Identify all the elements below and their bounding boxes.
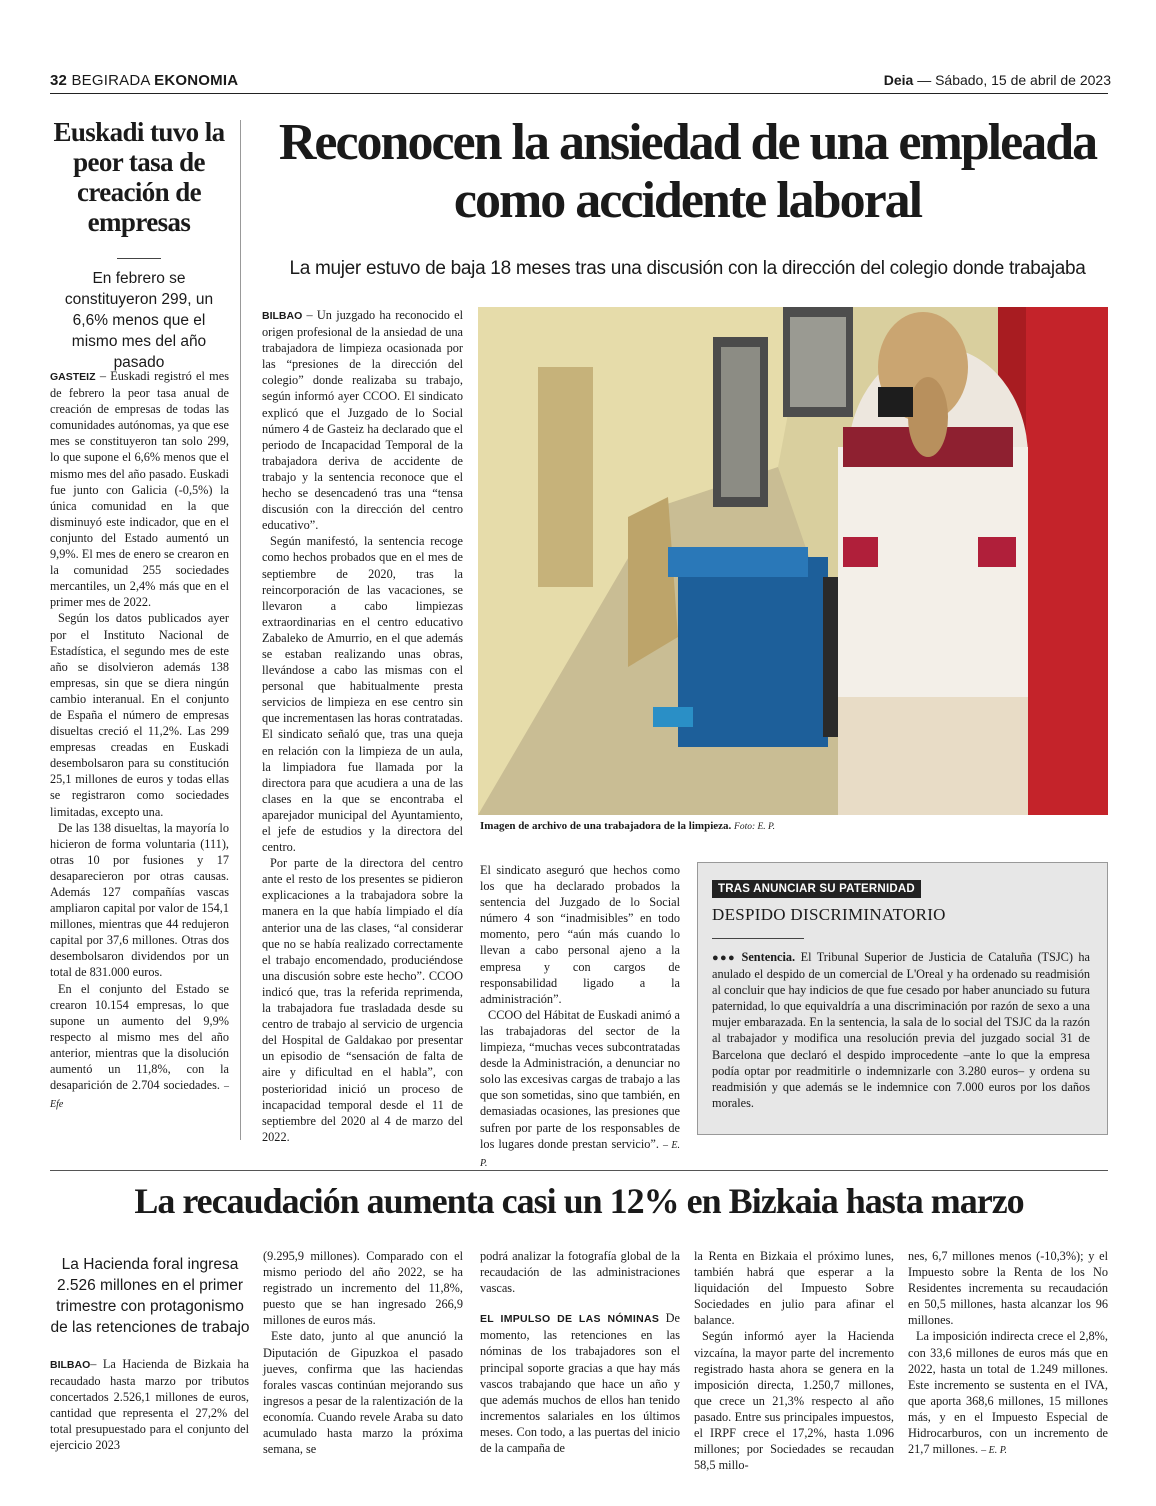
bullet-dots-icon: ●●● (712, 952, 737, 964)
bottom-paragraph: La imposición indirecta crece el 2,8%, con 33,6 millones de euros más que en 2022, hasta un total de 1.249 millones. Este incremento se sustenta en el IVA, que aporta 368,6 millones, 15 millones más, y en el Impuesto Especial de Hidrocarburos, con un incremento de 21,7 millones. – E. P. (908, 1329, 1108, 1457)
section-name: BEGIRADA (71, 72, 150, 89)
page-header-left (50, 72, 238, 89)
bottom-column-1: BILBAO– La Hacienda de Bizkaia ha recaudado hasta marzo por tributos concertados 2.526,1 millones de euros, cantidad que representa el 27,2% del total presupuestado para el conjunto del ejercicio 2023 (50, 1357, 249, 1453)
side-article-title: Euskadi tuvo la peor tasa de creación de empresas (53, 117, 225, 237)
box-bold-lead: Sentencia. (741, 950, 796, 964)
dateline: BILBAO (262, 310, 303, 322)
subsection-name: EKONOMIA (154, 72, 239, 89)
dateline: GASTEIZ (50, 371, 96, 383)
main-paragraph: BILBAO – Un juzgado ha reconocido el origen profesional de la ansiedad de una trabajadora de limpieza ocasionada por las “presiones de la dirección del colegio” donde realizaba su trabajo, según informó ayer CCOO. El sindicato explicó que el Juzgado de lo Social número 4 de Gasteiz ha declarado que el periodo de Incapacidad Temporal de la trabajadora deriva de accidente de trabajo y la sentencia reconoce que el hecho se desencadenó tras una “tensa discusión con la dirección del centro educativo”. (262, 308, 463, 533)
page-header-right (884, 72, 1111, 88)
main-paragraph: CCOO del Hábitat de Euskadi animó a las trabajadoras del sector de la limpieza, “muchas veces subcontratadas desde la Administración, a denunciar no solo las excesivas cargas de trabajo a las que son sometidas, sino que también, en demasiadas ocasiones, las presiones que sufren por parte de los responsables de los lugares donde prestan servicio”. – E. P. (480, 1007, 680, 1169)
photo-credit: Foto: E. P. (734, 822, 776, 832)
bottom-article-subtitle: La Hacienda foral ingresa 2.526 millones en el primer trimestre con protagonismo de las retenciones de trabajo (50, 1256, 250, 1336)
dateline: BILBAO (50, 1359, 91, 1371)
bottom-article-headline: La recaudación aumenta casi un 12% en Bizkaia hasta marzo (134, 1181, 1024, 1221)
box-title: DESPIDO DISCRIMINATORIO (712, 905, 946, 924)
main-article-column-1 (262, 307, 463, 1145)
main-paragraph: El sindicato aseguró que hechos como los que ha declarado probados la sentencia del Juzgado de lo Social número 4 son “inadmisibles” en todo momento, pero “aún más cuando lo llevan a cabo personal ajeno a la empresa y con cargos de responsabilidad ligado a la administración”. (480, 863, 680, 1006)
main-article-subtitle: La mujer estuvo de baja 18 meses tras una discusión con la dirección del colegio donde trabajaba (289, 258, 1086, 279)
column-divider (240, 120, 241, 1140)
byline-signature: – E. P. (480, 1139, 680, 1169)
issue-date: — Sábado, 15 de abril de 2023 (917, 72, 1111, 88)
side-article-subtitle: En febrero se constituyeron 299, un 6,6% menos que el mismo mes del año pasado (64, 270, 214, 371)
bottom-column-3 (480, 1248, 680, 1456)
publication-name: Deia (883, 72, 914, 88)
bottom-paragraph: (9.295,9 millones). Comparado con el mismo periodo del año 2022, se ha registrado un incremento del 11,8%, puesto que se han ingresado 266,9 millones de euros más. (263, 1249, 463, 1328)
box-body: ●●● Sentencia. El Tribunal Superior de Justicia de Cataluña (TSJC) ha anulado el despido de un comercial de L'Oreal y ha ordenado su readmisión al concluir que hay indicios de que fue cesado por haber anunciado su futura paternidad, lo que equivaldría a una discriminación por razón de sexo a una mujer embarazada. En la sentencia, la sala de lo social del TSJC da la razón al trabajador y modifica una resolución previa del juzgado social 31 de Barcelona que declaró el despido improcedente –ante lo que la empresa podía optar por readmitirle o indemnizarle con 3.280 euros– y ordena su readmisión y que además se le indemnice con 7.000 euros por los daños morales. (712, 950, 1091, 1110)
bottom-column-5 (908, 1248, 1108, 1459)
bottom-paragraph: Según informó ayer la Hacienda vizcaína, la mayor parte del incremento registrado hasta ahora se genera en la imposición directa, 1.250,7 millones, que crece un 21,3% respecto al año pasado. Entre sus principales impuestos, el IRPF crece el 17,2%, hasta 1.096 millones; por Sociedades se recaudan 58,5 millo- (694, 1329, 894, 1473)
cleaner-in-corridor-photo (478, 307, 1108, 815)
main-article-headline: Reconocen la ansiedad de una empleada como accidente laboral (278, 114, 1097, 229)
byline-signature: – E. P. (981, 1445, 1008, 1457)
bottom-paragraph: la Renta en Bizkaia el próximo lunes, también habrá que esperar a la liquidación del Impuesto Sobre Sociedades en julio para afinar el balance. (694, 1249, 894, 1328)
box-title-separator (712, 938, 804, 939)
side-article-body (50, 368, 229, 1113)
side-paragraph: GASTEIZ – Euskadi registró el mes de febrero la peor tasa anual de creación de empresas de todas las comunidades autónomas, ya que ese mes se constituyeron tan solo 299, lo que supone el 6,6% menos que el mismo mes del año pasado. Euskadi fue junto con Galicia (-0,5%) la única comunidad en la que disminuyó este indicador, que en el conjunto del Estado aumentó un 9,9%. El mes de enero se crearon en la comunidad 255 sociedades mercantiles, un 2,4% más que en el primer mes de 2022. (50, 369, 229, 610)
side-paragraph: De las 138 disueltas, la mayoría lo hicieron de forma voluntaria (111), otras 10 por fusiones y 17 desaparecieron por otras causas. Además 127 compañías vascas ampliaron capital por valor de 154,1 millones, mientras que 44 redujeron capital por 37,6 millones. Otras dos desembolsaron dividendos por un total de 831.000 euros. (50, 820, 229, 980)
box-kicker-label: TRAS ANUNCIAR SU PATERNIDAD (712, 880, 921, 898)
bottom-paragraph: nes, 6,7 millones menos (-10,3%); y el Impuesto sobre la Renta de los No Residentes incrementa su recaudación en 50,5 millones, hasta alcanzar los 96 millones. (908, 1249, 1108, 1328)
bottom-column-2 (263, 1248, 463, 1457)
bottom-column-4 (694, 1248, 894, 1473)
main-article-column-3 (480, 862, 680, 1172)
side-paragraph: En el conjunto del Estado se crearon 10.154 empresas, lo que supone un aumento del 9,9% respecto al mismo mes del año anterior, mientras que la disolución aumentó un 11,8%, con la desaparición de 2.704 sociedades. – Efe (50, 981, 229, 1111)
article-photo (478, 307, 1108, 815)
header-rule (50, 93, 1108, 94)
bottom-paragraph: podrá analizar la fotografía global de la recaudación de las administraciones vascas. (480, 1249, 680, 1296)
page-number: 32 (50, 72, 68, 89)
photo-caption: Imagen de archivo de una trabajadora de la limpieza. Foto: E. P. (480, 820, 776, 832)
side-paragraph: Según los datos publicados ayer por el Instituto Nacional de Estadística, el segundo mes de este año se disolvieron además 138 empresas, sin que se diera ningún cambio interanual. En el conjunto de España el número de empresas disueltas creció el 11,2%. Las 299 empresas creadas en Euskadi desembolsaron para su constitución 25,1 millones de euros y todas ellas se registraron como sociedades limitadas, excepto una. (50, 611, 229, 819)
byline-signature: – Efe (50, 1081, 229, 1111)
section-divider (50, 1170, 1108, 1171)
subheading: EL IMPULSO DE LAS NÓMINAS (480, 1313, 660, 1326)
main-paragraph: Según manifestó, la sentencia recoge como hechos probados que en el mes de septiembre de 2020, tras la reincorporación de las vacaciones, se llevaron a cabo limpiezas extraordinarias en el centro educativo Zabaleko de Amurrio, en el que además se estaban realizando unas obras, llevándose a cabo las mismas con el personal que habitualmente presta servicios de limpieza en ese centro sin que incrementasen las horas contratadas. El sindicato señaló que, tras una queja en relación con la limpieza de un aula, la limpiadora fue llamada por la directora para que acudiera a una de las clases en la que se encontraba el aparejador municipal del Ayuntamiento, el jefe de estudios y la directora del centro. (262, 534, 463, 855)
side-title-separator (117, 258, 161, 259)
bottom-paragraph: EL IMPULSO DE LAS NÓMINAS De momento, las retenciones en las nóminas de los trabajadores son el principal soporte gracias a que hay más vascos trabajando que hace un año y que además muchos de ellos han tenido incrementos salariales en los últimos meses. Con todo, a las puertas del inicio de la campaña de (480, 1311, 680, 1456)
main-paragraph: Por parte de la directora del centro ante el resto de los presentes se pidieron explicaciones a la trabajadora sobre la manera en la que había limpiado el día anterior una de las clases, “al considerar que no se había realizado correctamente el trabajo encomendado, produciéndose una discusión sobre este hecho”. CCOO indicó que, tras la referida reprimenda, la trabajadora fue trasladada desde su centro de trabajo al servicio de urgencia del Hospital de Galdakao por presentar un episodio de “sensación de falta de aire y dificultad en el habla”, con posterioridad inició un proceso de incapacidad temporal desde el 11 de septiembre del 2020 al 4 de marzo del 2022. (262, 856, 463, 1144)
bottom-paragraph: Este dato, junto al que anunció la Diputación de Gipuzkoa el pasado jueves, confirma que las haciendas forales vascas continúan mejorando sus ingresos a pesar de la ralentización de la economía. Cuando revele Araba su dato acumulado hasta marzo la próxima semana, se (263, 1329, 463, 1457)
